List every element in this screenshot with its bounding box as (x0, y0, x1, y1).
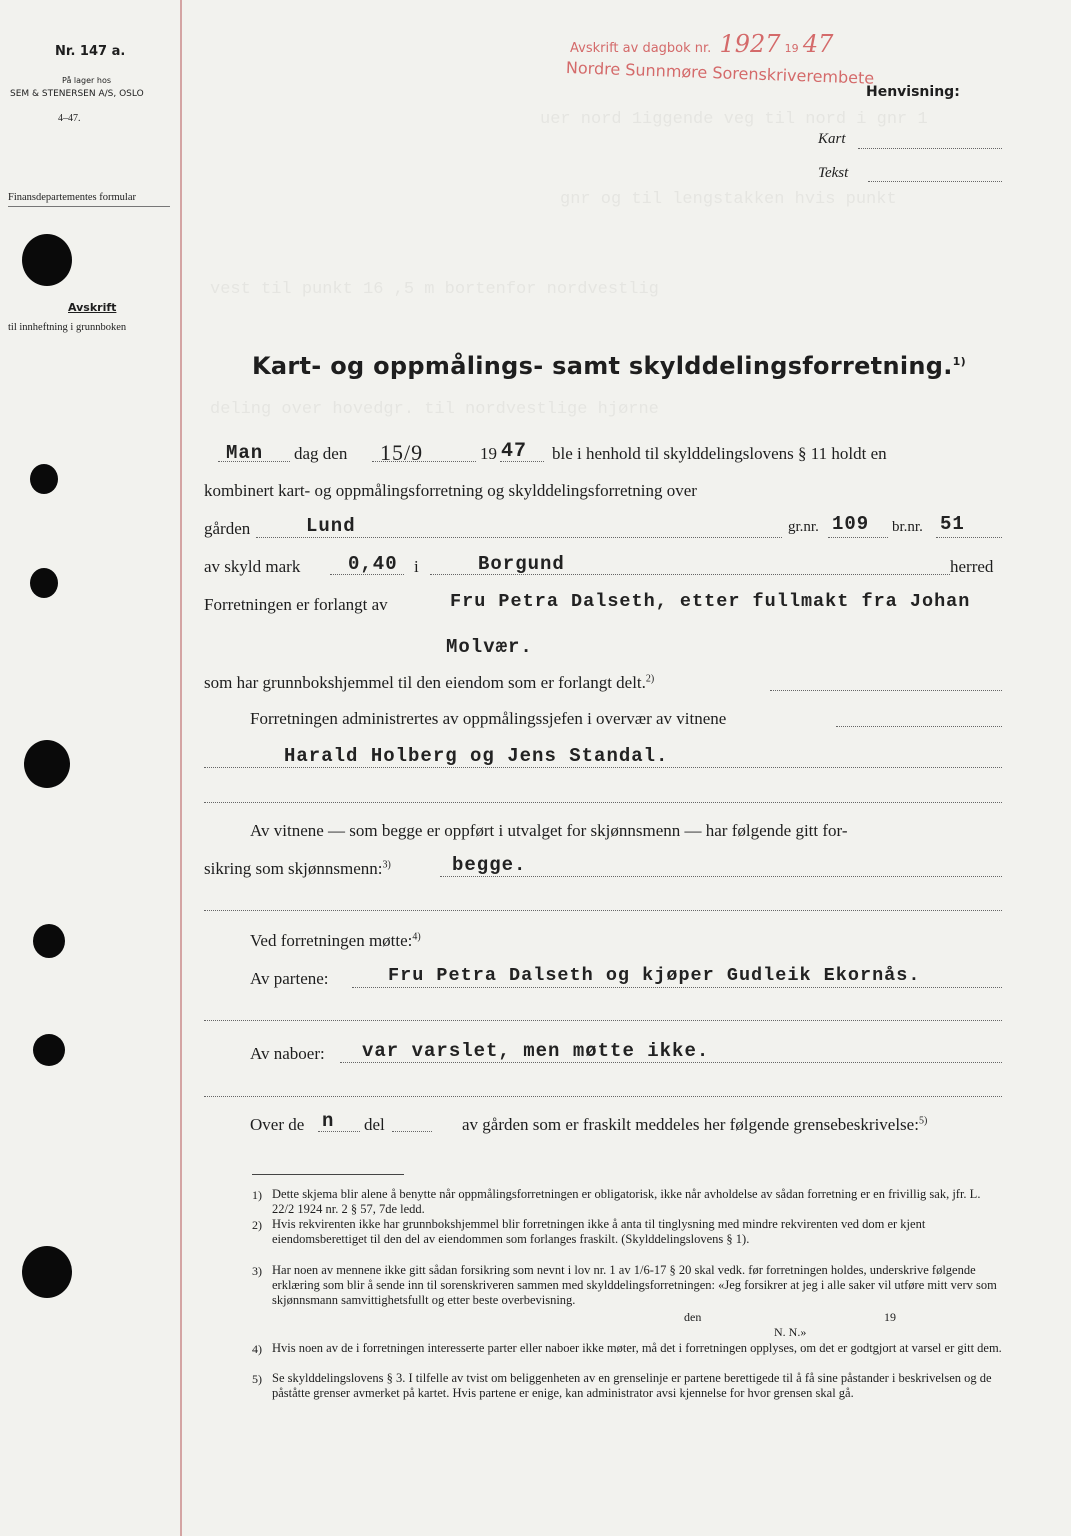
witness-names: Harald Holberg og Jens Standal. (284, 745, 669, 767)
oath-signature: N. N.» (774, 1325, 807, 1339)
grnr-label: gr.nr. (788, 519, 819, 535)
stamp-prefix: Avskrift av dagbok nr. (570, 41, 712, 56)
bleed-through-text: vest til punkt 16 ,5 m bortenfor nordvestlig (210, 280, 659, 299)
binder-hole (33, 924, 65, 958)
oath-year: 19 (884, 1310, 896, 1324)
bleed-through-text: gnr og til lengstakken hvis punkt (560, 190, 897, 209)
parties-value: Fru Petra Dalseth og kjøper Gudleik Ekornås. (388, 965, 921, 986)
title-footnote: 1) (952, 355, 966, 368)
document-title (252, 352, 966, 380)
boundary-fill: n (322, 1110, 335, 1132)
form-date-code: 4–47. (58, 113, 81, 124)
dots (318, 1131, 360, 1132)
dots (204, 1096, 1002, 1097)
dots (218, 461, 290, 462)
publisher-line: På lager hos (62, 76, 111, 85)
requested-line2: Molvær. (446, 636, 533, 658)
dots (340, 1062, 1002, 1063)
dots (392, 1131, 432, 1132)
footnote-number: 1) (252, 1188, 262, 1202)
dots (256, 537, 782, 538)
footnote-number: 2) (252, 1218, 262, 1232)
meeting-line2: kombinert kart- og oppmålingsforretning og skylddelingsforretning over (204, 481, 697, 500)
dots (440, 876, 1002, 877)
copy-label: Avskrift (68, 301, 117, 314)
skyld-value: 0,40 (348, 553, 398, 575)
footnote-ref: 5) (918, 1115, 928, 1127)
footnote-number: 5) (252, 1372, 262, 1386)
dots (204, 910, 1002, 911)
footnote-ref: 3) (382, 859, 391, 871)
dots (500, 461, 544, 462)
brnr-label: br.nr. (892, 519, 923, 535)
reference-label: Henvisning: (866, 84, 960, 100)
footnote-ref: 2) (645, 673, 655, 685)
attendance-label-text: Ved forretningen møtte: (250, 931, 413, 950)
dots (352, 987, 1002, 988)
dots (836, 726, 1002, 727)
meeting-text: ble i henhold til skylddelingslovens § 11 holdt en (552, 444, 887, 463)
footnote-text: Hvis rekvirenten ikke har grunnbokshjemmel blir forretningen ikke å anta til tinglysning med mindre rekvirenten ved dom er kjent eiendomsberettiget til den del av eiendommen som forlanges fraskilt. (Skylddelingslovens § 1). (272, 1217, 926, 1246)
dots (770, 690, 1002, 691)
meeting-date: 15/9 (380, 440, 424, 465)
footnote-number: 3) (252, 1264, 262, 1278)
assessors-line2-text: sikring som skjønnsmenn: (204, 859, 383, 878)
dag-den-label: dag den (294, 444, 348, 463)
neighbours-label: Av naboer: (250, 1044, 325, 1063)
dagbok-number: 1927 (719, 30, 781, 58)
requested-line1: Fru Petra Dalseth, etter fullmakt fra Johan (450, 591, 971, 612)
kart-label: Kart (818, 131, 846, 147)
footnote-text: Har noen av mennene ikke gitt sådan forsikring som nevnt i lov nr. 1 av 1/6-17 § 20 skal vedk. før forretningen holdes, underskrive følgende erklæring som blir å sende inn til sorenskriveren sammen med skylddelingsforretningen: «Jeg forsikrer at jeg i alle saker vil utføre mitt verv som skjønnsmann samvittighetsfullt og etter beste overbevisning. (272, 1263, 997, 1307)
bleed-through-text: uer nord 1iggende veg til nord i gnr 1 (540, 110, 928, 129)
copy-note: til innheftning i grunnboken (8, 322, 127, 333)
binder-hole (24, 740, 70, 788)
publisher-name: SEM & STENERSEN A/S, OSLO (10, 89, 144, 99)
herred-label: herred (950, 557, 994, 576)
footnote-ref: 4) (412, 931, 421, 943)
dots (828, 537, 888, 538)
form-number: Nr. 147 a. (55, 44, 126, 59)
bleed-through-text: deling over hovedgr. til nordvestlige hjørne (210, 400, 659, 419)
footnote-text: Hvis noen av de i forretningen interesserte parter eller naboer ikke møter, må det i forretningen opplyses, om det er godtgjort at varsel er gitt dem. (272, 1341, 1002, 1355)
binder-hole (30, 464, 58, 494)
requested-label: Forretningen er forlangt av (204, 595, 388, 614)
year-prefix: 19 (480, 444, 497, 463)
assessors-line2 (204, 859, 391, 879)
dots (204, 802, 1002, 803)
kart-line (858, 148, 1002, 149)
grnr-value: 109 (832, 513, 870, 535)
dots (330, 574, 404, 575)
brnr-value: 51 (940, 513, 965, 535)
farm-name: Lund (306, 515, 356, 537)
boundary-rest: av gården som er fraskilt meddeles her følgende grensebeskrivelse: (462, 1115, 919, 1134)
footnote-number: 4) (252, 1342, 262, 1356)
binder-hole (33, 1034, 65, 1066)
neighbours-value: var varslet, men møtte ikke. (362, 1040, 710, 1062)
farm-label: gården (204, 519, 251, 538)
attendance-label (250, 931, 421, 951)
dots (430, 574, 950, 575)
footnote-text: Dette skjema blir alene å benytte når oppmålingsforretningen er obligatorisk, ikke når avholdelse av sådan forretning er en frivillig sak, jfr. L. 22/2 1924 nr. 2 § 57, 7de ledd. (272, 1187, 981, 1216)
tekst-line (868, 181, 1002, 182)
dots (372, 461, 476, 462)
boundary-text (462, 1115, 927, 1135)
dots (936, 537, 1002, 538)
day-prefix: Man (226, 442, 264, 464)
dots (204, 767, 1002, 768)
title-text: Kart- og oppmålings- samt skylddelingsforretning. (252, 352, 953, 380)
margin-line (180, 0, 182, 1536)
assessors-answer: begge. (452, 854, 527, 876)
oath-den: den (684, 1310, 702, 1324)
i-label: i (414, 557, 419, 576)
stamp-year: 47 (802, 30, 834, 58)
requested-note (204, 673, 654, 693)
binder-hole (22, 1246, 72, 1298)
binder-hole (22, 234, 72, 286)
boundary-del: del (364, 1115, 385, 1134)
dots (204, 1020, 1002, 1021)
assessors-line1: Av vitnene — som begge er oppført i utvalget for skjønnsmenn — har følgende gitt for- (250, 821, 848, 840)
skyld-label: av skyld mark (204, 557, 301, 576)
divider (8, 206, 170, 207)
binder-hole (30, 568, 58, 598)
witnesses-label: Forretningen administrertes av oppmålingssjefen i overvær av vitnene (250, 709, 727, 728)
meeting-year: 47 (501, 440, 528, 463)
parties-label: Av partene: (250, 969, 329, 988)
stamp (570, 30, 833, 58)
court-name: Nordre Sunnmøre Sorenskriverembete (565, 58, 875, 88)
ministry-label: Finansdepartementes formular (8, 192, 136, 203)
tekst-label: Tekst (818, 165, 849, 181)
stamp-year-mid: 19 (784, 42, 799, 55)
footnote-text: Se skylddelingslovens § 3. I tilfelle av tvist om beliggenheten av en grenselinje er partene berettigede til å få sine påstander i beskrivelsen og de påståtte grenser avmerket på kartet. Hvis partene er enige, kan administrator avsi kjennelse for hvor grensen skal gå. (272, 1371, 992, 1400)
footnote-rule (252, 1174, 404, 1175)
herred-name: Borgund (478, 553, 565, 575)
requested-note-text: som har grunnbokshjemmel til den eiendom som er forlangt delt. (204, 673, 646, 692)
boundary-prefix: Over de (250, 1115, 305, 1134)
